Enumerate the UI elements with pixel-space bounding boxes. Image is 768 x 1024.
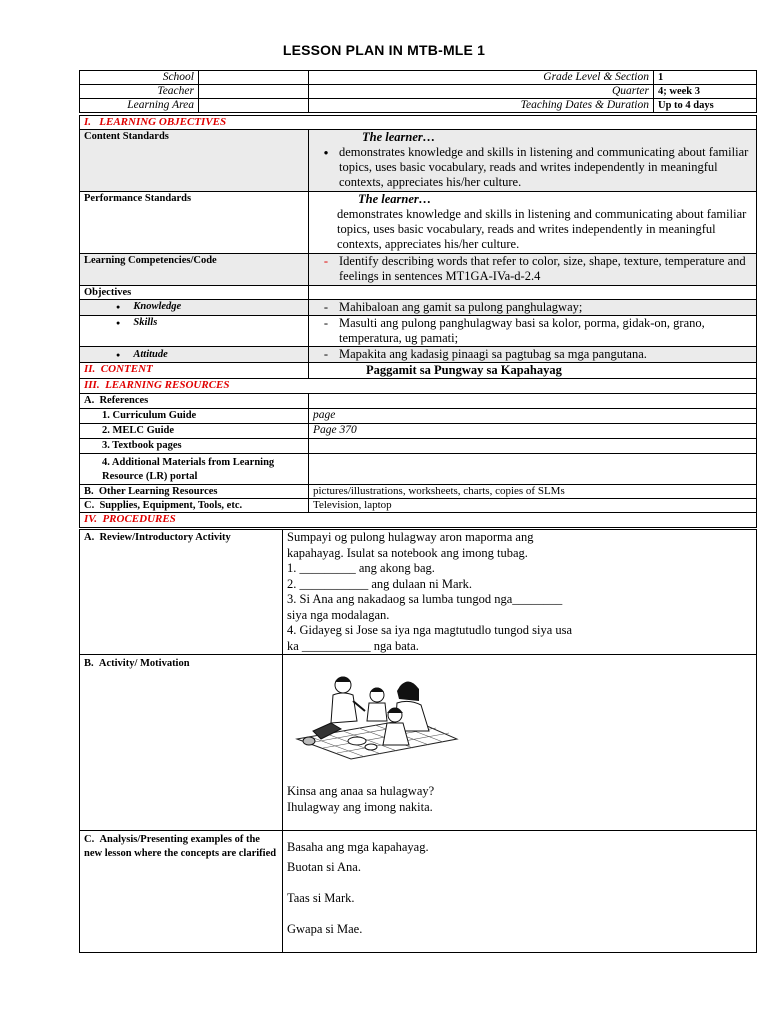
area-value bbox=[199, 99, 309, 113]
content-text: Paggamit sa Pungway sa Kapahayag bbox=[309, 363, 757, 379]
content-standards-head: The learner… bbox=[362, 130, 436, 144]
knowledge-label: Knowledge bbox=[133, 301, 182, 312]
other-resources-label: B. Other Learning Resources bbox=[80, 485, 309, 499]
attitude-text: Mapakita ang kadasig pinaagi sa pagtubag sa mga pangutana. bbox=[339, 347, 647, 361]
additional-materials-label: 4. Additional Materials from Learning Resource (LR) portal bbox=[80, 454, 309, 485]
review-line: 3. Si Ana ang nakadaog sa lumba tungod nga________ bbox=[287, 592, 563, 606]
supplies-value: Television, laptop bbox=[309, 499, 757, 513]
dates-value: Up to 4 days bbox=[654, 99, 757, 113]
content-standards-label: Content Standards bbox=[80, 130, 309, 192]
attitude-label: Attitude bbox=[133, 349, 168, 360]
performance-standards-text: demonstrates knowledge and skills in listening and communicating about familiar topics, uses basic vocabulary, reads and writes independently in meaningful contexts, appreciates his/her culture. bbox=[337, 207, 747, 251]
objectives-label: Objectives bbox=[80, 286, 309, 300]
melc-guide-label: 2. MELC Guide bbox=[80, 424, 309, 439]
other-resources-value: pictures/illustrations, worksheets, charts, copies of SLMs bbox=[309, 485, 757, 499]
additional-materials-value bbox=[309, 454, 757, 485]
supplies-label: C. Supplies, Equipment, Tools, etc. bbox=[80, 499, 309, 513]
motivation-question-1: Kinsa ang anaa sa hulagway? bbox=[287, 784, 435, 798]
bullet-icon: ● bbox=[116, 303, 121, 311]
teacher-value bbox=[199, 85, 309, 99]
dash-icon: - bbox=[323, 347, 329, 361]
bullet-icon: ● bbox=[116, 351, 121, 359]
review-activity-content bbox=[283, 530, 757, 655]
review-activity-label: A. Review/Introductory Activity bbox=[80, 530, 283, 655]
analysis-line-4: Gwapa si Mae. bbox=[287, 922, 363, 936]
curriculum-guide-label: 1. Curriculum Guide bbox=[80, 409, 309, 424]
content-standards-text: demonstrates knowledge and skills in listening and communicating about familiar topics, uses basic vocabulary, reads and writes independently in meaningful contexts, appreciates his/her culture. bbox=[339, 145, 749, 189]
competencies-text: Identify describing words that refer to color, size, shape, texture, temperature and feelings in sentences MT1GA-IVa-d-2.4 bbox=[339, 254, 746, 283]
analysis-label: C. Analysis/Presenting examples of the new lesson where the concepts are clarified bbox=[80, 831, 283, 953]
procedures-table bbox=[79, 529, 757, 953]
activity-motivation-label: B. Activity/ Motivation bbox=[80, 655, 283, 831]
review-line: 2. ___________ ang dulaan ni Mark. bbox=[287, 576, 473, 591]
review-line: 1. _________ ang akong bag. bbox=[287, 561, 435, 575]
section-content: II. CONTENT bbox=[80, 363, 309, 379]
school-value bbox=[199, 71, 309, 85]
section-learning-resources: III. LEARNING RESOURCES bbox=[80, 379, 757, 394]
analysis-line-2: Buotan si Ana. bbox=[287, 860, 361, 874]
references-label: A. References bbox=[80, 394, 309, 409]
bullet-icon: ● bbox=[323, 148, 329, 157]
textbook-pages-label: 3. Textbook pages bbox=[80, 439, 309, 454]
performance-standards-head: The learner… bbox=[358, 192, 432, 206]
dates-label: Teaching Dates & Duration bbox=[309, 99, 654, 113]
skills-label: Skills bbox=[133, 317, 158, 328]
teacher-label: Teacher bbox=[80, 85, 199, 99]
page-title: LESSON PLAN IN MTB-MLE 1 bbox=[282, 42, 486, 58]
lesson-table bbox=[79, 115, 757, 528]
bullet-icon: ● bbox=[116, 319, 121, 327]
school-label: School bbox=[80, 71, 199, 85]
competencies-label: Learning Competencies/Code bbox=[80, 254, 309, 286]
dash-icon: - bbox=[323, 254, 329, 268]
performance-standards-label: Performance Standards bbox=[80, 192, 309, 254]
melc-guide-value: Page 370 bbox=[309, 424, 757, 439]
knowledge-text: Mahibaloan ang gamit sa pulong panghulagway; bbox=[339, 300, 583, 314]
review-line: siya nga modalagan. bbox=[287, 607, 390, 622]
grade-label: Grade Level & Section bbox=[309, 71, 654, 85]
review-line: 4. Gidayeg si Jose sa iya nga magtutudlo tungod siya usa bbox=[287, 623, 573, 637]
textbook-pages-value bbox=[309, 439, 757, 454]
quarter-value: 4; week 3 bbox=[654, 85, 757, 99]
section-procedures: IV. PROCEDURES bbox=[80, 513, 757, 528]
curriculum-guide-value: page bbox=[309, 409, 757, 424]
dash-icon: - bbox=[323, 300, 329, 314]
grade-value: 1 bbox=[654, 71, 757, 85]
section-learning-objectives: I. LEARNING OBJECTIVES bbox=[80, 116, 757, 130]
dash-icon: - bbox=[323, 316, 329, 330]
review-line: kapahayag. Isulat sa notebook ang imong tubag. bbox=[287, 545, 528, 560]
skills-text: Masulti ang pulong panghulagway basi sa kolor, porma, gidak-on, grano, temperatura, ug pamati; bbox=[339, 316, 705, 345]
analysis-line-3: Taas si Mark. bbox=[287, 891, 355, 905]
area-label: Learning Area bbox=[80, 99, 199, 113]
motivation-question-2: Ihulagway ang imong nakita. bbox=[287, 799, 433, 814]
family-picnic-illustration bbox=[291, 669, 461, 761]
header-table bbox=[79, 70, 757, 113]
analysis-line-1: Basaha ang mga kapahayag. bbox=[287, 840, 429, 854]
quarter-label: Quarter bbox=[309, 85, 654, 99]
review-line: ka ___________ nga bata. bbox=[287, 638, 419, 653]
review-line: Sumpayi og pulong hulagway aron maporma ang bbox=[287, 530, 534, 544]
